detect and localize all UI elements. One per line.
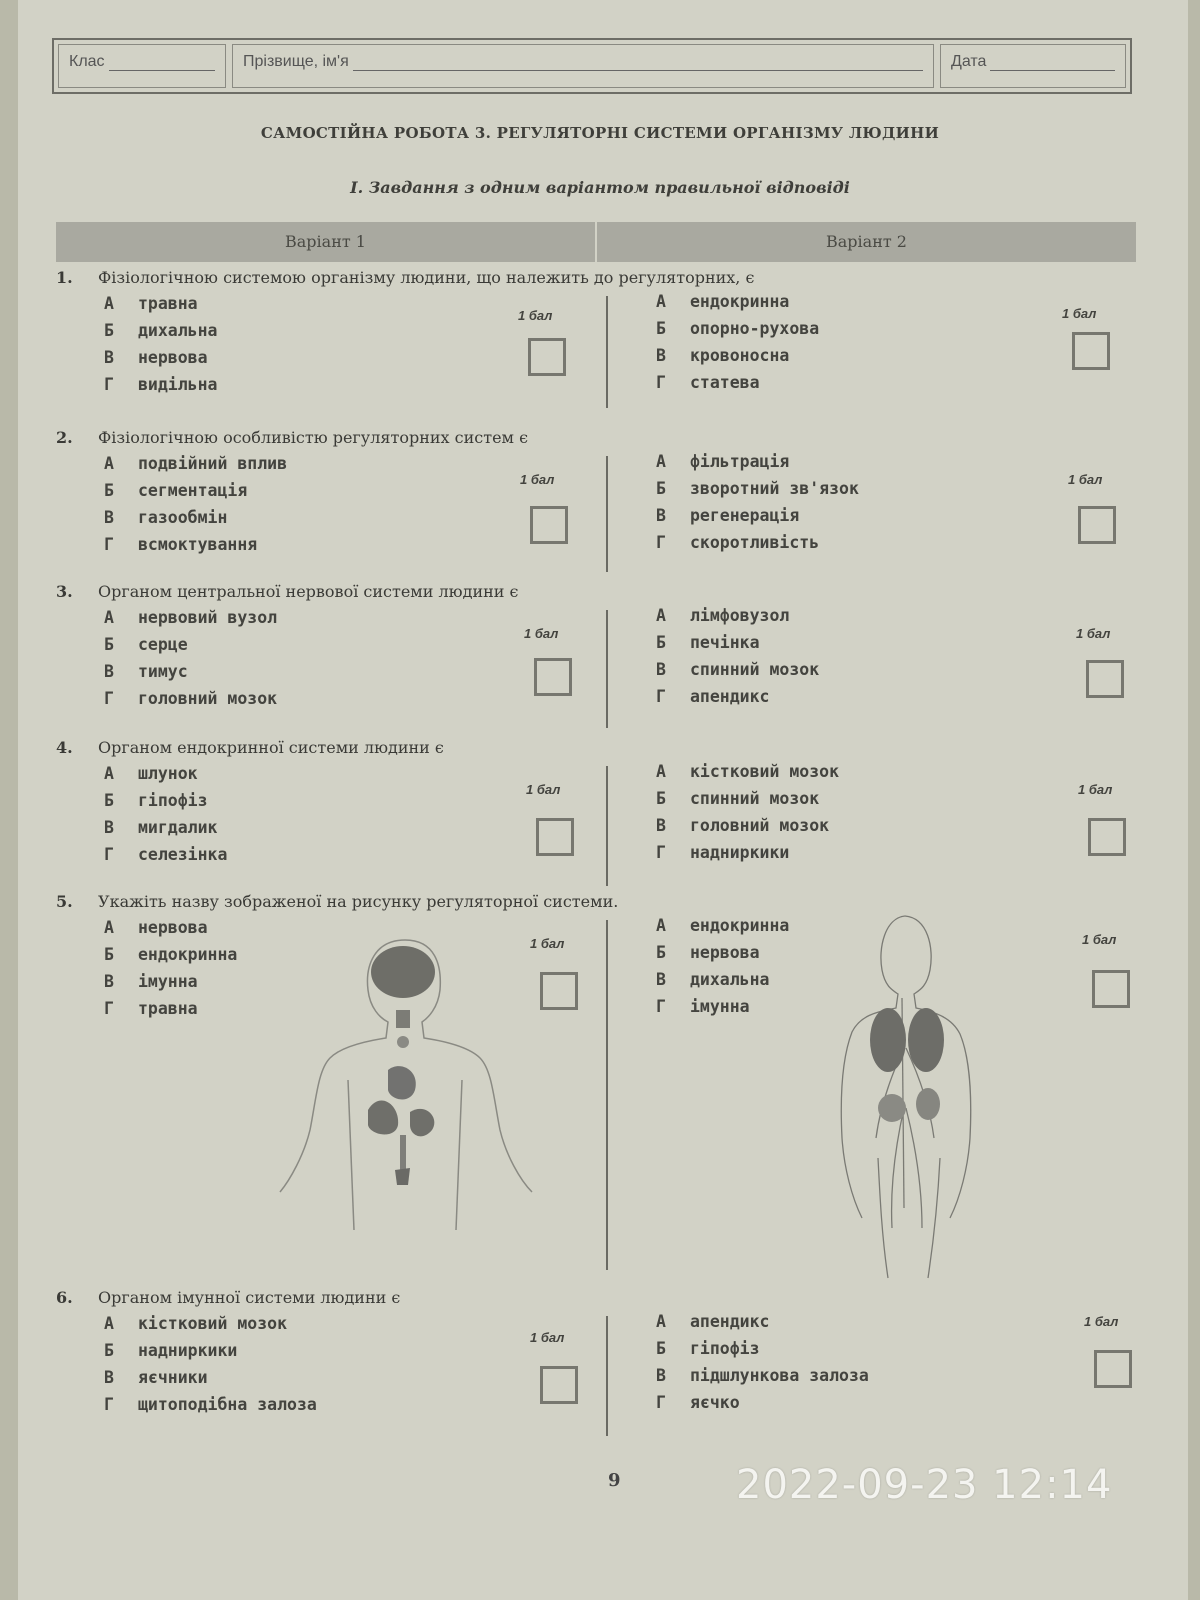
variant-1-score-label: 1 бал xyxy=(520,472,555,487)
question-stem xyxy=(56,268,1146,292)
answer-option xyxy=(656,319,819,346)
answer-option xyxy=(656,816,839,843)
option-text: кістковий мозок xyxy=(138,1314,288,1333)
option-text: апендикс xyxy=(690,687,770,706)
option-text: головний мозок xyxy=(690,816,830,835)
option-letter: Г xyxy=(656,687,666,706)
option-text: нервова xyxy=(138,918,208,937)
question-number: 3. xyxy=(56,582,73,601)
option-text: надниркики xyxy=(138,1341,238,1360)
option-letter: А xyxy=(656,606,666,625)
option-letter: Б xyxy=(104,945,114,964)
variant-1-score-label: 1 бал xyxy=(526,782,561,797)
option-text: апендикс xyxy=(690,1312,770,1331)
class-field[interactable] xyxy=(58,44,226,88)
option-text: печінка xyxy=(690,633,760,652)
variant-2-options xyxy=(656,762,839,870)
option-letter: Г xyxy=(104,999,114,1018)
variant-2-options xyxy=(656,606,819,714)
answer-option xyxy=(104,321,217,348)
option-letter: А xyxy=(104,294,114,313)
option-text: ендокринна xyxy=(690,916,790,935)
option-text: щитоподібна залоза xyxy=(138,1395,317,1414)
variant-2-answer-box[interactable] xyxy=(1092,970,1130,1008)
answer-option xyxy=(104,662,277,689)
answer-option xyxy=(656,943,789,970)
variant-1-options xyxy=(104,294,217,402)
option-text: скоротливість xyxy=(690,533,820,552)
question-text: Фізіологічною системою організму людини, що належить до регуляторних, є xyxy=(98,268,755,287)
variant-1-score-label: 1 бал xyxy=(524,626,559,641)
option-text: дихальна xyxy=(138,321,218,340)
option-text: статева xyxy=(690,373,760,392)
option-letter: Г xyxy=(104,535,114,554)
variant-1-options xyxy=(104,1314,317,1422)
option-text: мигдалик xyxy=(138,818,218,837)
option-letter: А xyxy=(104,454,114,473)
option-letter: В xyxy=(656,346,666,365)
answer-option xyxy=(656,533,859,560)
option-text: спинний мозок xyxy=(690,660,820,679)
option-letter: Б xyxy=(656,943,666,962)
option-text: селезінка xyxy=(138,845,228,864)
variant-2-score-label: 1 бал xyxy=(1078,782,1113,797)
option-letter: В xyxy=(656,816,666,835)
variant-divider xyxy=(606,1316,608,1436)
question-block xyxy=(56,428,1146,554)
name-field[interactable] xyxy=(232,44,934,88)
answer-option xyxy=(656,1393,869,1420)
variant-1-score-label: 1 бал xyxy=(530,936,565,951)
option-text: видільна xyxy=(138,375,218,394)
answer-option xyxy=(656,843,839,870)
option-text: нервова xyxy=(690,943,760,962)
option-letter: Б xyxy=(656,479,666,498)
question-text: Органом імунної системи людини є xyxy=(98,1288,401,1307)
option-letter: А xyxy=(656,452,666,471)
option-letter: Б xyxy=(104,321,114,340)
option-text: надниркики xyxy=(690,843,790,862)
option-text: головний мозок xyxy=(138,689,278,708)
option-text: шлунок xyxy=(138,764,198,783)
question-block xyxy=(56,738,1146,864)
date-label: Дата xyxy=(951,53,987,70)
option-letter: Г xyxy=(656,997,666,1016)
answer-option xyxy=(656,1312,869,1339)
answer-option xyxy=(656,789,839,816)
question-stem xyxy=(56,1288,1146,1312)
option-letter: В xyxy=(656,506,666,525)
variant-2-score-label: 1 бал xyxy=(1082,932,1117,947)
option-text: кровоносна xyxy=(690,346,790,365)
option-letter: В xyxy=(104,348,114,367)
answer-option xyxy=(104,791,227,818)
answer-option xyxy=(104,918,237,945)
answer-option xyxy=(656,1339,869,1366)
answer-option xyxy=(104,375,217,402)
option-text: травна xyxy=(138,999,198,1018)
class-label: Клас xyxy=(69,53,105,70)
answer-option xyxy=(656,292,819,319)
question-number: 1. xyxy=(56,268,73,287)
answer-option xyxy=(656,660,819,687)
option-letter: Б xyxy=(656,1339,666,1358)
question-number: 5. xyxy=(56,892,73,911)
variant-1-answer-box[interactable] xyxy=(530,506,568,544)
variant-1-options xyxy=(104,918,237,1026)
answer-option xyxy=(104,764,227,791)
name-label: Прізвище, ім'я xyxy=(243,53,349,70)
variant-divider xyxy=(606,920,608,1270)
option-letter: А xyxy=(656,292,666,311)
variant-1-score-label: 1 бал xyxy=(530,1330,565,1345)
nervous-system-illustration xyxy=(830,908,1010,1288)
answer-option xyxy=(104,999,237,1026)
variant-2-answer-box[interactable] xyxy=(1088,818,1126,856)
question-number: 6. xyxy=(56,1288,73,1307)
option-text: регенерація xyxy=(690,506,800,525)
option-text: серце xyxy=(138,635,188,654)
variant-2-score-label: 1 бал xyxy=(1062,306,1097,321)
option-text: гіпофіз xyxy=(690,1339,760,1358)
option-letter: Г xyxy=(656,1393,666,1412)
option-letter: Г xyxy=(656,843,666,862)
variant-2-answer-box[interactable] xyxy=(1086,660,1124,698)
variant-1-score-label: 1 бал xyxy=(518,308,553,323)
option-letter: А xyxy=(104,608,114,627)
option-text: подвійний вплив xyxy=(138,454,288,473)
variant-2-options xyxy=(656,1312,869,1420)
option-text: дихальна xyxy=(690,970,770,989)
question-text: Укажіть назву зображеної на рисунку регуляторної системи. xyxy=(98,892,619,911)
question-number: 2. xyxy=(56,428,73,447)
option-text: тимус xyxy=(138,662,188,681)
option-text: спинний мозок xyxy=(690,789,820,808)
variant-1-options xyxy=(104,764,227,872)
page-title: САМОСТІЙНА РОБОТА 3. РЕГУЛЯТОРНІ СИСТЕМИ ОРГАНІЗМУ ЛЮДИНИ xyxy=(260,124,940,142)
variant-1-answer-box[interactable] xyxy=(534,658,572,696)
option-text: травна xyxy=(138,294,198,313)
option-text: ендокринна xyxy=(138,945,238,964)
date-field[interactable] xyxy=(940,44,1126,88)
answer-option xyxy=(104,818,227,845)
variant-1-options xyxy=(104,608,277,716)
answer-option xyxy=(104,635,277,662)
option-letter: Г xyxy=(104,375,114,394)
answer-option xyxy=(104,348,217,375)
option-text: лімфовузол xyxy=(690,606,790,625)
question-stem xyxy=(56,582,1146,606)
option-letter: В xyxy=(656,660,666,679)
option-text: газообмін xyxy=(138,508,228,527)
option-text: всмоктування xyxy=(138,535,258,554)
answer-option xyxy=(656,479,859,506)
question-stem xyxy=(56,738,1146,762)
variant-divider xyxy=(606,610,608,728)
option-letter: А xyxy=(104,1314,114,1333)
question-text: Органом ендокринної системи людини є xyxy=(98,738,444,757)
variant-2-answer-box[interactable] xyxy=(1094,1350,1132,1388)
option-letter: Б xyxy=(104,635,114,654)
option-letter: В xyxy=(656,1366,666,1385)
option-text: опорно-рухова xyxy=(690,319,820,338)
variant-2-options xyxy=(656,292,819,400)
answer-option xyxy=(104,972,237,999)
answer-option xyxy=(104,608,277,635)
page-number: 9 xyxy=(608,1470,621,1491)
option-letter: А xyxy=(104,918,114,937)
answer-option xyxy=(656,506,859,533)
question-text: Фізіологічною особливістю регуляторних систем є xyxy=(98,428,529,447)
variant-2-answer-box[interactable] xyxy=(1078,506,1116,544)
answer-option xyxy=(656,997,789,1024)
endocrine-system-illustration xyxy=(270,930,540,1230)
answer-option xyxy=(656,916,789,943)
question-block xyxy=(56,1288,1146,1414)
question-block xyxy=(56,582,1146,708)
answer-option xyxy=(104,845,227,872)
option-letter: В xyxy=(104,1368,114,1387)
option-letter: В xyxy=(104,972,114,991)
variant-2-label: Варіант 2 xyxy=(826,232,907,251)
variant-2-answer-box[interactable] xyxy=(1072,332,1110,370)
answer-option xyxy=(104,1368,317,1395)
answer-option xyxy=(104,689,277,716)
answer-option xyxy=(104,1314,317,1341)
option-text: кістковий мозок xyxy=(690,762,840,781)
answer-option xyxy=(656,452,859,479)
option-letter: Б xyxy=(656,633,666,652)
option-letter: Г xyxy=(104,689,114,708)
option-letter: Г xyxy=(104,845,114,864)
variant-1-options xyxy=(104,454,287,562)
option-text: зворотний зв'язок xyxy=(690,479,859,498)
answer-option xyxy=(104,945,237,972)
variant-1-answer-box[interactable] xyxy=(540,1366,578,1404)
option-letter: В xyxy=(104,662,114,681)
option-text: фільтрація xyxy=(690,452,790,471)
option-letter: Б xyxy=(656,789,666,808)
option-letter: А xyxy=(656,762,666,781)
option-letter: Г xyxy=(656,373,666,392)
variant-2-options xyxy=(656,452,859,560)
answer-option xyxy=(104,294,217,321)
option-letter: Б xyxy=(104,481,114,500)
answer-option xyxy=(104,535,287,562)
variant-header-bar xyxy=(56,222,1136,262)
answer-option xyxy=(656,606,819,633)
answer-option xyxy=(104,481,287,508)
option-letter: Г xyxy=(656,533,666,552)
option-text: яєчко xyxy=(690,1393,740,1412)
option-letter: В xyxy=(104,818,114,837)
answer-option xyxy=(656,970,789,997)
answer-option xyxy=(656,687,819,714)
answer-option xyxy=(656,346,819,373)
option-letter: А xyxy=(104,764,114,783)
student-header xyxy=(52,38,1132,94)
question-block xyxy=(56,268,1146,394)
option-text: підшлункова залоза xyxy=(690,1366,869,1385)
option-letter: Б xyxy=(656,319,666,338)
variant-2-score-label: 1 бал xyxy=(1076,626,1111,641)
option-text: яєчники xyxy=(138,1368,208,1387)
question-number: 4. xyxy=(56,738,73,757)
variant-2-options xyxy=(656,916,789,1024)
answer-option xyxy=(656,633,819,660)
variant-2-score-label: 1 бал xyxy=(1084,1314,1119,1329)
answer-option xyxy=(656,373,819,400)
variant-divider xyxy=(606,766,608,886)
variant-2-score-label: 1 бал xyxy=(1068,472,1103,487)
option-letter: В xyxy=(104,508,114,527)
option-text: імунна xyxy=(690,997,750,1016)
variant-1-answer-box[interactable] xyxy=(536,818,574,856)
answer-option xyxy=(104,454,287,481)
answer-option xyxy=(656,1366,869,1393)
question-text: Органом центральної нервової системи людини є xyxy=(98,582,519,601)
variant-1-answer-box[interactable] xyxy=(540,972,578,1010)
variant-1-answer-box[interactable] xyxy=(528,338,566,376)
option-text: імунна xyxy=(138,972,198,991)
variant-divider xyxy=(606,456,608,572)
option-letter: Б xyxy=(104,1341,114,1360)
photo-timestamp: 2022-09-23 12:14 xyxy=(736,1462,1113,1508)
option-letter: В xyxy=(656,970,666,989)
option-text: нервова xyxy=(138,348,208,367)
option-text: гіпофіз xyxy=(138,791,208,810)
variant-1-label: Варіант 1 xyxy=(56,222,597,262)
option-letter: Г xyxy=(104,1395,114,1414)
question-stem xyxy=(56,428,1146,452)
answer-option xyxy=(104,1395,317,1422)
option-letter: А xyxy=(656,1312,666,1331)
section-subtitle: I. Завдання з одним варіантом правильної відповіді xyxy=(350,178,850,197)
answer-option xyxy=(656,762,839,789)
option-text: ендокринна xyxy=(690,292,790,311)
option-letter: Б xyxy=(104,791,114,810)
option-letter: А xyxy=(656,916,666,935)
option-text: нервовий вузол xyxy=(138,608,278,627)
option-text: сегментація xyxy=(138,481,248,500)
answer-option xyxy=(104,1341,317,1368)
variant-divider xyxy=(606,296,608,408)
answer-option xyxy=(104,508,287,535)
